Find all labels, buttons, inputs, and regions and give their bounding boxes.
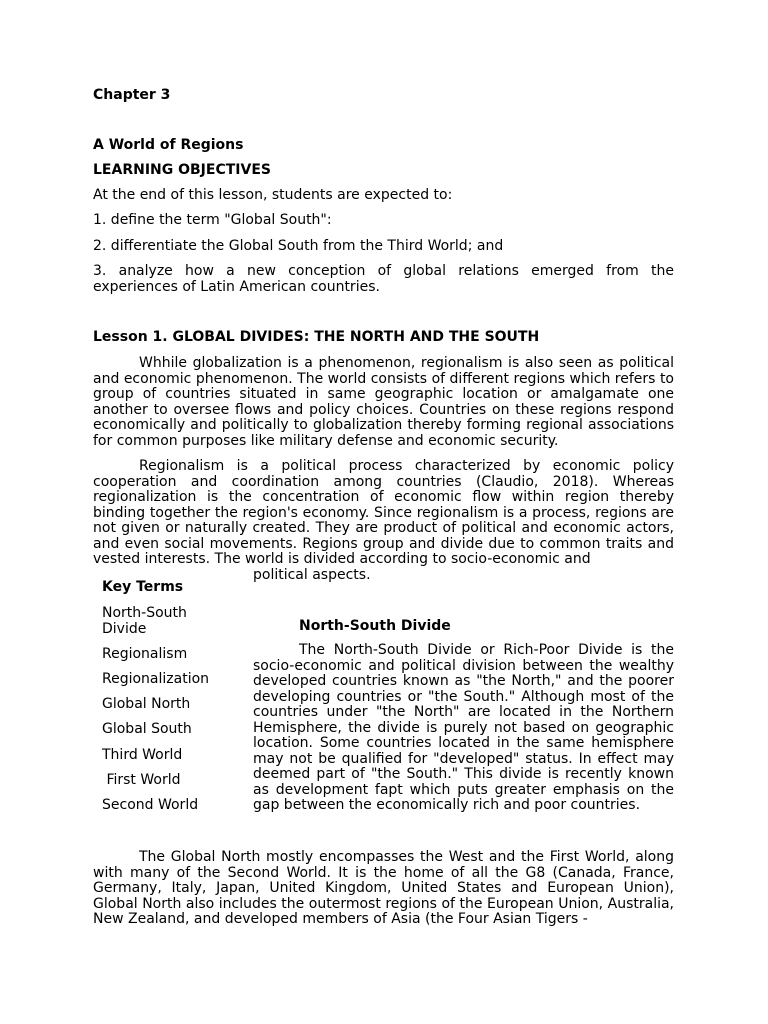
key-terms-heading: Key Terms bbox=[102, 579, 184, 595]
ns-divide-heading: North-South Divide bbox=[299, 618, 451, 634]
chapter-title: A World of Regions bbox=[93, 137, 244, 153]
key-term-item: First World bbox=[102, 772, 181, 788]
paragraph-regionalism: Regionalism is a political process characterized by economic policy cooperation and coordination among countries (Claudio, 2018). Whereas regionalization is the concentration of economic flow within region thereby binding together the region's economy. Since regionalism is a process, regions are not given or naturally created. They are product of political and economic actors, and even social movements. Regions group and divide due to common traits and vested interests. The world is divided according to socio-economic and bbox=[93, 458, 674, 567]
chapter-number: Chapter 3 bbox=[93, 87, 171, 103]
key-term-item: Regionalization bbox=[102, 671, 210, 687]
objective-item: 1. define the term "Global South": bbox=[93, 212, 332, 228]
key-term-item: Third World bbox=[102, 747, 183, 763]
key-term-item: Global South bbox=[102, 721, 192, 737]
lesson-heading: Lesson 1. GLOBAL DIVIDES: THE NORTH AND THE SOUTH bbox=[93, 329, 540, 345]
key-term-item: Second World bbox=[102, 797, 199, 813]
objective-item: 3. analyze how a new conception of global relations emerged from the experiences of Latin American countries. bbox=[93, 263, 674, 295]
paragraph-global-north: The Global North mostly encompasses the West and the First World, along with many of the Second World. It is the home of all the G8 (Canada, France, Germany, Italy, Japan, United Kingdom, United States and European Union), Global North also includes the outermost regions of the European Union, Australia, New Zealand, and developed members of Asia (the Four Asian Tigers - bbox=[93, 849, 674, 927]
objectives-heading: LEARNING OBJECTIVES bbox=[93, 162, 271, 178]
key-term-item: North-South Divide bbox=[102, 605, 187, 637]
paragraph-regionalism-end: political aspects. bbox=[253, 567, 371, 583]
ns-divide-body: The North-South Divide or Rich-Poor Divide is the socio-economic and political division between the wealthy developed countries known as "the North," and the poorer developing countries or "the South." Although most of the countries under "the North" are located in the Northern Hemisphere, the divide is purely not based on geographic location. Some countries located in the same hemisphere may not be qualified for "developed" status. In effect may deemed part of "the South." This divide is recently known as development fapt which puts greater emphasis on the gap between the economically rich and poor countries. bbox=[253, 642, 674, 813]
objective-item: 2. differentiate the Global South from the Third World; and bbox=[93, 238, 504, 254]
paragraph-globalization: Whhile globalization is a phenomenon, regionalism is also seen as political and economic phenomenon. The world consists of different regions which refers to group of countries situated in same geographic location or amalgamate one another to oversee flows and policy choices. Countries on these regions respond economically and politically to globalization thereby forming regional associations for common purposes like military defense and economic security. bbox=[93, 355, 674, 449]
key-term-item: Global North bbox=[102, 696, 191, 712]
key-term-item: Regionalism bbox=[102, 646, 188, 662]
objectives-intro: At the end of this lesson, students are expected to: bbox=[93, 187, 453, 203]
